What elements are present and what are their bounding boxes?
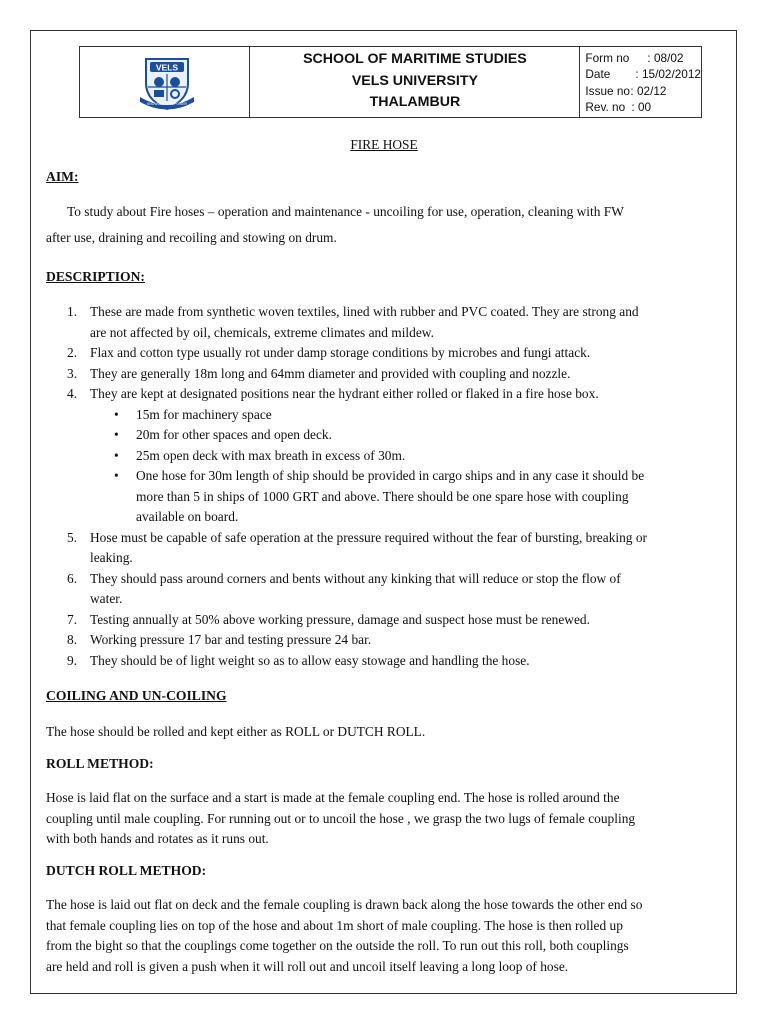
bullet-icon: • <box>114 468 119 483</box>
vels-logo-icon <box>138 53 196 111</box>
bullet-icon: • <box>114 406 119 422</box>
bullet-icon: • <box>114 447 119 463</box>
school-name-cell <box>250 47 580 117</box>
aim-text: To study about Fire hoses – operation and maintenance - uncoiling for use, operation, cleaning with FW after use, draining and recoiling and stowing on drum. <box>46 204 624 245</box>
list-item: 1. These are made from synthetic woven textiles, lined with rubber and PVC coated. They are strong and are not affected by oil, chemicals, extreme climates and mildew. <box>67 304 639 340</box>
sub-list-item: • 15m for machinery space <box>90 405 726 426</box>
list-item: 5. Hose must be capable of safe operation at the pressure required without the fear of bursting, breaking or leaking. <box>67 529 648 565</box>
aim-heading: AIM: <box>46 169 79 184</box>
logo-cell <box>80 47 250 117</box>
list-item: 4. They are kept at designated positions near the hydrant either rolled or flaked in a fire hose box. • 15m for machinery space • 20m for other spaces and open deck. • 25m open deck with max breath in excess of 30m. • One hose for 30m length of ship should be provided in cargo ships and in any case it should be more than 5 in ships of 1000 GRT and above. There should be one spare hose with coupling available on board. <box>46 384 726 528</box>
list-item: 8. Working pressure 17 bar and testing pressure 24 bar. <box>67 632 372 647</box>
logo-motto: KNOWLEDGE IS POWER <box>147 102 187 106</box>
coiling-text: The hose should be rolled and kept either as ROLL or DUTCH ROLL. <box>46 724 426 739</box>
revision-number-row: Rev. no : 00 <box>585 100 652 115</box>
list-item: 7. Testing annually at 50% above working pressure, damage and suspect hose must be renewed. <box>67 611 590 627</box>
sub-list-item: • 25m open deck with max breath in excess of 30m. <box>90 446 726 467</box>
hose-location-sublist <box>90 405 726 528</box>
list-item: 9. They should be of light weight so as to allow easy stowage and handling the hose. <box>67 652 530 668</box>
page-title: FIRE HOSE <box>350 137 418 152</box>
list-item: 6. They should pass around corners and bents without any kinking that will reduce or stop the flow of water. <box>67 570 621 606</box>
logo-text: VELS <box>155 62 179 73</box>
coiling-heading: COILING AND UN-COILING <box>46 688 227 703</box>
school-name: SCHOOL OF MARITIME STUDIES <box>303 51 527 67</box>
list-item: 3. They are generally 18m long and 64mm diameter and provided with coupling and nozzle. <box>67 365 571 381</box>
document-header <box>79 46 702 118</box>
date-row: Date : 15/02/2012 <box>585 67 701 82</box>
sub-list-item: • One hose for 30m length of ship should be provided in cargo ships and in any case it should be more than 5 in ships of 1000 GRT and above. There should be one spare hose with coupling available on board. <box>114 468 645 524</box>
description-list <box>46 302 726 671</box>
issue-number-row: Issue no : 02/12 <box>585 83 667 98</box>
bullet-icon: • <box>114 427 119 442</box>
roll-method-heading: ROLL METHOD: <box>46 756 154 771</box>
form-number-row: Form no : 08/02 <box>585 51 684 65</box>
roll-method-text: Hose is laid flat on the surface and a start is made at the female coupling end. The hose is rolled around the coupling until male coupling. For running out or to uncoil the hose , we grasp the two lugs of female coupling with both hands and rotates as it runs out. <box>46 790 636 846</box>
form-info-cell <box>580 47 701 117</box>
list-item: 2. Flax and cotton type usually rot under damp storage conditions by microbes and fungi attack. <box>67 345 591 360</box>
university-name: VELS UNIVERSITY <box>351 72 478 89</box>
sub-list-item: • 20m for other spaces and open deck. <box>90 425 726 446</box>
dutch-roll-heading: DUTCH ROLL METHOD: <box>46 863 207 878</box>
dutch-roll-text: The hose is laid out flat on deck and the female coupling is drawn back along the hose towards the other end so that female coupling lies on top of the hose and about 1m short of male coupling. The hose is then rolled up from the bight so that the couplings come together on the outside the roll. To run out this roll, both couplings are held and roll is given a push when it will roll out and uncoil itself leaving a long loop of hose. <box>46 897 643 974</box>
campus-name: THALAMBUR <box>369 94 461 110</box>
description-heading: DESCRIPTION: <box>46 269 145 284</box>
